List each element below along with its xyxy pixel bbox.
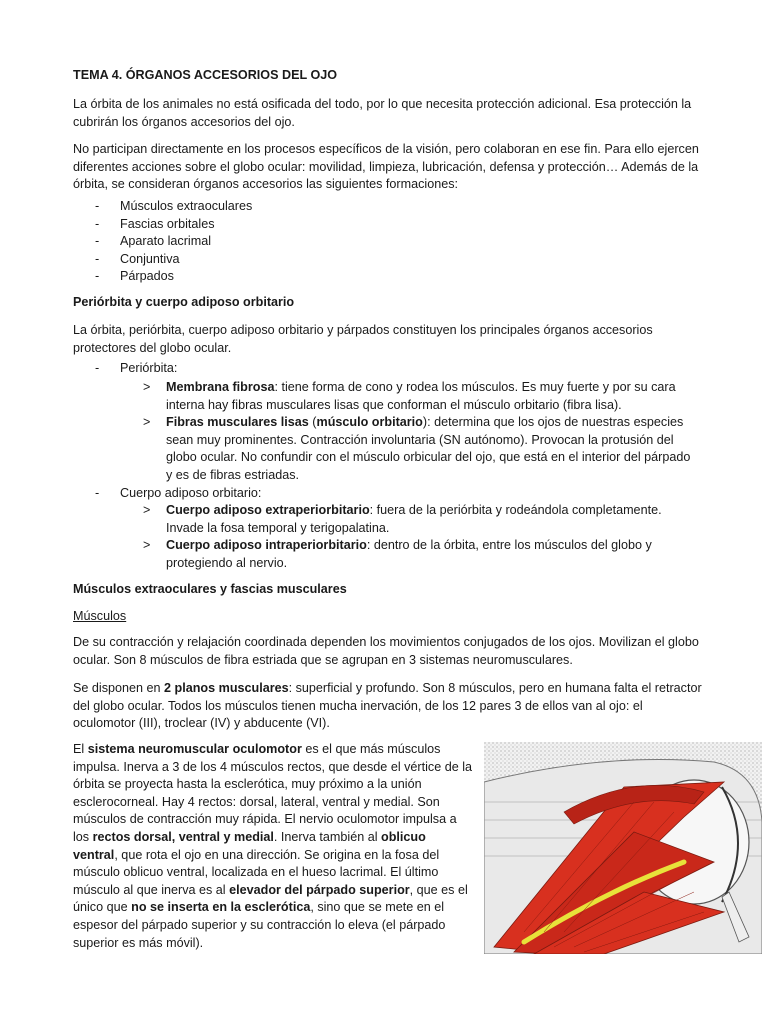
term-intraperiorbitario: Cuerpo adiposo intraperiorbitario bbox=[166, 538, 367, 552]
definition-text: ): determina que los ojos de nuestras especies sean muy prominentes. Contracción involuntaria (SN autónomo). Provocan la protusión del globo ocular. No confundir con el músculo orbicular del ojo, que está en el interior del párpado y es de fibras estriadas. bbox=[166, 415, 691, 482]
arrow-icon: > bbox=[143, 538, 151, 552]
subheading-musculos: Músculos bbox=[73, 609, 127, 623]
term-musculo-orbitario: músculo orbitario bbox=[316, 415, 423, 429]
eye-muscles-drawing bbox=[484, 742, 762, 954]
sublist-item-intraperiorbitario bbox=[143, 537, 695, 572]
list-item: - Fascias orbitales bbox=[95, 216, 695, 234]
eye-muscles-illustration bbox=[484, 742, 762, 954]
term-sistema-oculomotor: sistema neuromuscular oculomotor bbox=[87, 742, 302, 756]
heading-periorbita: Periórbita y cuerpo adiposo orbitario bbox=[73, 295, 295, 309]
term-extraperiorbitario: Cuerpo adiposo extraperiorbitario bbox=[166, 503, 370, 517]
text: : superficial y profundo. Son 8 músculos, pero en humana falta el retractor del globo ocular. Todos los músculos tienen mucha inervación, de los 12 pares 3 de ellos van al ojo: el oculomotor (III), troclear (IV) y abducente (VI). bbox=[73, 681, 702, 731]
term-membrana-fibrosa: Membrana fibrosa bbox=[166, 380, 275, 394]
sublist-item-membrana bbox=[143, 379, 695, 414]
list-item: - Aparato lacrimal bbox=[95, 233, 695, 251]
sublist-item-fibras bbox=[143, 414, 695, 484]
term-planos-musculares: 2 planos musculares bbox=[164, 681, 289, 695]
term-fibras-lisas: Fibras musculares lisas bbox=[166, 415, 309, 429]
list-item-periorbita: - Periórbita: bbox=[95, 360, 695, 378]
accessory-organs-list bbox=[95, 198, 695, 286]
document-title: TEMA 4. ÓRGANOS ACCESORIOS DEL OJO bbox=[73, 68, 338, 82]
paren-text: ( bbox=[308, 415, 317, 429]
text: El bbox=[73, 742, 88, 756]
definition-text: : dentro de la órbita, entre los músculos del globo y protegiendo al nervio. bbox=[166, 538, 652, 570]
text: es el que más músculos impulsa. Inerva a 3 de los 4 músculos rectos, que desde el vértice de la órbita se proyecta hasta la esclerótica, muy próximo a la unión esclerocorneal. Hay 4 rectos: dorsal, lateral, ventral y medial. Son músculos de contracción muy rápida. El nervio oculomotor impulsa a los bbox=[73, 742, 473, 844]
list-item: - Conjuntiva bbox=[95, 251, 695, 269]
arrow-icon: > bbox=[143, 503, 151, 517]
text: . Inerva también al bbox=[273, 829, 382, 844]
definition-text: : fuera de la periórbita y rodeándola completamente. Invade la fosa temporal y terigopalatina. bbox=[166, 503, 662, 535]
term-oblicuo-ventral: oblicuo ventral bbox=[73, 829, 426, 862]
paragraph-periorbita: La órbita, periórbita, cuerpo adiposo orbitario y párpados constituyen los principales órganos accesorios protectores del globo ocular. bbox=[73, 323, 653, 355]
periorbita-sublist bbox=[143, 379, 695, 484]
text: Se disponen en bbox=[73, 681, 165, 695]
arrow-icon: > bbox=[143, 380, 151, 394]
paragraph-oculomotor bbox=[73, 741, 473, 952]
text: , sino que se mete en el espesor del párpado superior y su contracción lo eleva (el párpado superior es más móvil). bbox=[73, 900, 446, 950]
list-item-cuerpo-adiposo: - Cuerpo adiposo orbitario: bbox=[95, 485, 695, 503]
text: , que es el único que bbox=[73, 882, 468, 915]
cuerpo-list bbox=[95, 485, 695, 503]
definition-text: : tiene forma de cono y rodea los músculos. Es muy fuerte y por su cara interna hay fibras musculares lisas que conforman el músculo orbitario (fibra lisa). bbox=[166, 380, 676, 412]
heading-musculos-extraoculares: Músculos extraoculares y fascias musculares bbox=[73, 582, 347, 596]
paragraph-intro-1: La órbita de los animales no está osificada del todo, por lo que necesita protección adicional. Esa protección la cubrirán los órganos accesorios del ojo. bbox=[73, 97, 692, 129]
paragraph-intro-2: No participan directamente en los procesos específicos de la visión, pero colaboran en ese fin. Para ello ejercen diferentes acciones sobre el globo ocular: movilidad, limpieza, lubricación, defensa y protección… Además de la órbita, se consideran órganos accesorios las siguientes formaciones: bbox=[73, 142, 699, 192]
paragraph-musculos-2 bbox=[73, 680, 703, 733]
cuerpo-sublist bbox=[143, 502, 695, 572]
list-item: - Párpados bbox=[95, 268, 695, 286]
term-rectos: rectos dorsal, ventral y medial bbox=[92, 829, 274, 844]
list-item: - Músculos extraoculares bbox=[95, 198, 695, 216]
arrow-icon: > bbox=[143, 415, 151, 429]
paragraph-musculos-1: De su contracción y relajación coordinada dependen los movimientos conjugados de los ojos. Movilizan el globo ocular. Son 8 músculos de fibra estriada que se agrupan en 3 sistemas neuromusculares. bbox=[73, 635, 699, 667]
text: , que rota el ojo en una dirección. Se origina en la fosa del músculo oblicuo ventral, localizada en el hueso lacrimal. El último músculo al que inerva es al bbox=[73, 847, 440, 897]
periorbita-list bbox=[95, 360, 695, 378]
term-elevador-parpado: elevador del párpado superior bbox=[229, 882, 410, 897]
term-no-esclerotica: no se inserta en la esclerótica bbox=[131, 900, 311, 915]
sublist-item-extraperiorbitario bbox=[143, 502, 695, 537]
